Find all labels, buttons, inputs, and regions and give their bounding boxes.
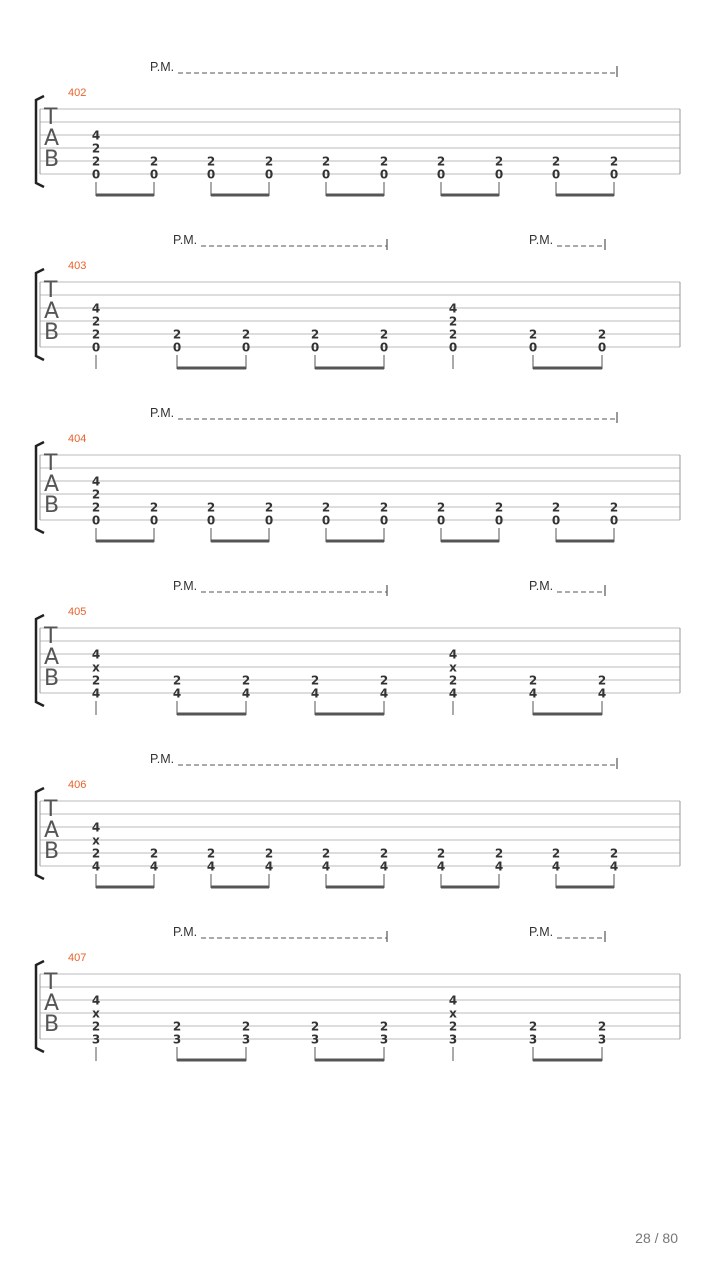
fret-number: x (449, 1006, 457, 1021)
fret-number: 0 (528, 340, 538, 355)
fret-number: 4 (206, 859, 216, 874)
fret-number: 4 (91, 647, 101, 662)
fret-number: 2 (172, 327, 182, 342)
tab-clef-letter: T (44, 797, 58, 822)
palm-mute-label: P.M. (173, 579, 198, 593)
tab-clef-letter: B (44, 1012, 60, 1037)
tab-clef-letter: A (44, 299, 60, 324)
fret-number: 0 (379, 513, 389, 528)
fret-number: 0 (551, 167, 561, 182)
fret-number: 0 (448, 340, 458, 355)
beam (326, 194, 384, 197)
palm-mute-label: P.M. (529, 233, 554, 247)
fret-number: 2 (206, 154, 216, 169)
tab-clef-letter: B (44, 839, 60, 864)
beam (556, 194, 614, 197)
tab-clef-letter: A (44, 991, 60, 1016)
beam (533, 713, 602, 716)
fret-number: 2 (149, 846, 159, 861)
fret-number: 4 (551, 859, 561, 874)
fret-number: 2 (597, 673, 607, 688)
tab-clef-letter: A (44, 645, 60, 670)
fret-number: 4 (321, 859, 331, 874)
tab-clef-letter: T (44, 278, 58, 303)
fret-number: 4 (241, 686, 251, 701)
fret-number: 2 (149, 154, 159, 169)
fret-number: 2 (172, 673, 182, 688)
palm-mute-label: P.M. (150, 60, 175, 74)
fret-number: x (92, 1006, 100, 1021)
fret-number: 2 (551, 154, 561, 169)
fret-number: 3 (379, 1032, 389, 1047)
fret-number: 2 (551, 500, 561, 515)
fret-number: 4 (448, 647, 458, 662)
fret-number: 2 (91, 314, 101, 329)
fret-number: 0 (91, 167, 101, 182)
fret-number: 4 (91, 686, 101, 701)
beam (556, 886, 614, 889)
fret-number: 2 (172, 1019, 182, 1034)
fret-number: 0 (597, 340, 607, 355)
fret-number: 0 (551, 513, 561, 528)
fret-number: 0 (206, 167, 216, 182)
fret-number: 2 (551, 846, 561, 861)
fret-number: 4 (448, 993, 458, 1008)
fret-number: 2 (264, 846, 274, 861)
fret-number: 2 (436, 500, 446, 515)
fret-number: 4 (448, 301, 458, 316)
beam (177, 367, 246, 370)
fret-number: 2 (91, 141, 101, 156)
measure-number: 403 (68, 260, 87, 272)
fret-number: 4 (91, 859, 101, 874)
fret-number: 2 (609, 500, 619, 515)
fret-number: 4 (172, 686, 182, 701)
fret-number: 4 (494, 859, 504, 874)
fret-number: 4 (91, 301, 101, 316)
fret-number: 0 (321, 167, 331, 182)
tab-clef-letter: T (44, 451, 58, 476)
beam (177, 713, 246, 716)
fret-number: 2 (91, 673, 101, 688)
fret-number: 4 (597, 686, 607, 701)
fret-number: 2 (436, 154, 446, 169)
fret-number: 4 (91, 128, 101, 143)
beam (96, 194, 154, 197)
fret-number: 2 (448, 1019, 458, 1034)
fret-number: 4 (379, 859, 389, 874)
fret-number: 2 (379, 327, 389, 342)
fret-number: 3 (597, 1032, 607, 1047)
fret-number: 2 (91, 154, 101, 169)
fret-number: 3 (448, 1032, 458, 1047)
fret-number: 0 (321, 513, 331, 528)
fret-number: 0 (379, 340, 389, 355)
fret-number: 2 (264, 154, 274, 169)
fret-number: 2 (321, 846, 331, 861)
fret-number: 2 (528, 327, 538, 342)
fret-number: 2 (609, 846, 619, 861)
fret-number: 2 (241, 1019, 251, 1034)
fret-number: 2 (321, 500, 331, 515)
fret-number: 0 (609, 513, 619, 528)
fret-number: 0 (379, 167, 389, 182)
fret-number: 0 (264, 167, 274, 182)
tab-clef-letter: B (44, 493, 60, 518)
beam (326, 886, 384, 889)
palm-mute-label: P.M. (529, 579, 554, 593)
fret-number: 2 (206, 500, 216, 515)
fret-number: 2 (494, 846, 504, 861)
fret-number: 2 (264, 500, 274, 515)
beam (211, 194, 269, 197)
fret-number: 0 (609, 167, 619, 182)
fret-number: 2 (379, 1019, 389, 1034)
tab-clef-letter: T (44, 624, 58, 649)
fret-number: 4 (149, 859, 159, 874)
beam (96, 540, 154, 543)
fret-number: 2 (91, 846, 101, 861)
fret-number: 2 (241, 327, 251, 342)
fret-number: 2 (91, 1019, 101, 1034)
tab-clef-letter: T (44, 970, 58, 995)
fret-number: 4 (448, 686, 458, 701)
fret-number: 0 (149, 513, 159, 528)
beam (315, 1059, 384, 1062)
tab-clef-letter: A (44, 472, 60, 497)
fret-number: 2 (310, 673, 320, 688)
fret-number: 2 (310, 1019, 320, 1034)
beam (211, 886, 269, 889)
fret-number: 4 (91, 820, 101, 835)
fret-number: 0 (241, 340, 251, 355)
fret-number: 3 (310, 1032, 320, 1047)
fret-number: 0 (206, 513, 216, 528)
fret-number: 2 (91, 487, 101, 502)
fret-number: 0 (494, 513, 504, 528)
palm-mute-label: P.M. (529, 925, 554, 939)
fret-number: 0 (436, 513, 446, 528)
fret-number: 4 (436, 859, 446, 874)
fret-number: 2 (609, 154, 619, 169)
fret-number: 2 (379, 846, 389, 861)
measure-number: 404 (68, 433, 87, 445)
palm-mute-label: P.M. (150, 752, 175, 766)
measure-number: 405 (68, 606, 87, 618)
beam (315, 713, 384, 716)
fret-number: 2 (528, 1019, 538, 1034)
measure-number: 407 (68, 952, 87, 964)
fret-number: 0 (264, 513, 274, 528)
fret-number: 2 (379, 500, 389, 515)
fret-number: 0 (310, 340, 320, 355)
beam (556, 540, 614, 543)
fret-number: 4 (91, 474, 101, 489)
tab-clef-letter: T (44, 105, 58, 130)
fret-number: 0 (91, 513, 101, 528)
fret-number: 2 (310, 327, 320, 342)
palm-mute-label: P.M. (150, 406, 175, 420)
beam (326, 540, 384, 543)
fret-number: 2 (597, 327, 607, 342)
fret-number: 0 (436, 167, 446, 182)
fret-number: 2 (597, 1019, 607, 1034)
fret-number: 0 (91, 340, 101, 355)
tab-clef-letter: A (44, 126, 60, 151)
fret-number: 2 (91, 500, 101, 515)
fret-number: 4 (91, 993, 101, 1008)
palm-mute-label: P.M. (173, 925, 198, 939)
tab-clef-letter: B (44, 666, 60, 691)
fret-number: x (449, 660, 457, 675)
tab-clef-letter: B (44, 320, 60, 345)
beam (315, 367, 384, 370)
fret-number: x (92, 660, 100, 675)
beam (533, 1059, 602, 1062)
fret-number: 2 (91, 327, 101, 342)
fret-number: 2 (149, 500, 159, 515)
fret-number: 2 (321, 154, 331, 169)
fret-number: 2 (241, 673, 251, 688)
fret-number: 0 (172, 340, 182, 355)
measure-number: 402 (68, 87, 87, 99)
beam (533, 367, 602, 370)
fret-number: 3 (172, 1032, 182, 1047)
fret-number: 2 (448, 673, 458, 688)
beam (441, 194, 499, 197)
fret-number: 2 (379, 673, 389, 688)
palm-mute-label: P.M. (173, 233, 198, 247)
tab-clef-letter: B (44, 147, 60, 172)
beam (96, 886, 154, 889)
fret-number: 3 (241, 1032, 251, 1047)
fret-number: 2 (379, 154, 389, 169)
fret-number: 2 (528, 673, 538, 688)
fret-number: x (92, 833, 100, 848)
beam (441, 886, 499, 889)
fret-number: 3 (528, 1032, 538, 1047)
fret-number: 4 (264, 859, 274, 874)
fret-number: 4 (310, 686, 320, 701)
beam (441, 540, 499, 543)
fret-number: 2 (494, 500, 504, 515)
fret-number: 4 (528, 686, 538, 701)
fret-number: 4 (609, 859, 619, 874)
fret-number: 2 (448, 327, 458, 342)
fret-number: 4 (379, 686, 389, 701)
fret-number: 0 (494, 167, 504, 182)
fret-number: 0 (149, 167, 159, 182)
fret-number: 2 (494, 154, 504, 169)
fret-number: 3 (91, 1032, 101, 1047)
fret-number: 2 (448, 314, 458, 329)
fret-number: 2 (206, 846, 216, 861)
tab-clef-letter: A (44, 818, 60, 843)
measure-number: 406 (68, 779, 87, 791)
beam (177, 1059, 246, 1062)
fret-number: 2 (436, 846, 446, 861)
beam (211, 540, 269, 543)
page-number: 28 / 80 (635, 1230, 678, 1246)
